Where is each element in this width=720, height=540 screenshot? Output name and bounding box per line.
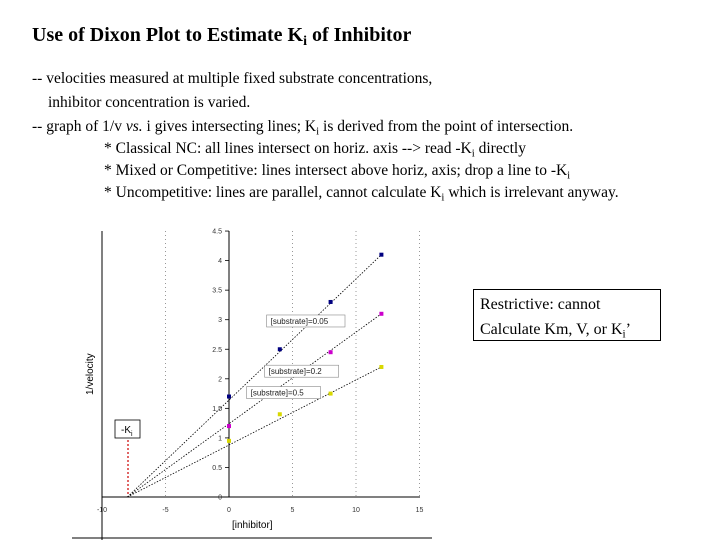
bullet3-subscript: i [441, 191, 445, 204]
y-tick-label: 1.5 [212, 405, 222, 413]
y-tick-label: 2.5 [212, 346, 222, 354]
x-axis-label: [inhibitor] [232, 520, 273, 531]
series-point [379, 312, 383, 316]
line3-subscript: i [316, 125, 320, 138]
restrictive-subscript: i [622, 328, 626, 341]
x-tick-label: 0 [227, 507, 231, 514]
y-tick-label: 1 [218, 435, 222, 443]
series-fit-line [127, 314, 381, 497]
series-point [379, 253, 383, 257]
x-tick-label: 5 [290, 507, 295, 514]
bullet2-subscript: i [567, 169, 571, 182]
title-subscript: i [303, 34, 307, 50]
series-point [329, 300, 333, 304]
x-tick-label: 15 [415, 507, 424, 514]
body-line-1: -- velocities measured at multiple fixed substrate concentrations, [32, 70, 433, 87]
y-tick-label: 0 [218, 494, 222, 502]
series-point [278, 412, 282, 416]
series-labels [247, 315, 345, 399]
series-point [227, 424, 231, 428]
x-tick-labels [97, 507, 424, 514]
y-tick-labels [212, 229, 229, 502]
y-tick-label: 4.5 [212, 228, 222, 236]
restrictive-line-2-text: Calculate Km, V, or K [480, 321, 623, 338]
series-point [329, 392, 333, 396]
y-tick-label: 0.5 [212, 464, 222, 472]
line3-vs: vs. [125, 118, 143, 135]
title-text-post: of Inhibitor [306, 24, 412, 46]
series-label: [substrate]=0.05 [270, 316, 329, 326]
restrictive-note-box [473, 289, 661, 341]
y-tick-label: 3.5 [212, 287, 222, 295]
title-text-pre: Use of Dixon Plot to Estimate K [32, 24, 304, 46]
y-tick-label: 2 [218, 376, 222, 384]
line3-part-b: i gives intersecting lines; K [142, 118, 317, 135]
line3-part-a: -- graph of 1/v [32, 118, 126, 135]
y-tick-label: 4 [218, 258, 222, 266]
restrictive-line-1: Restrictive: cannot [480, 296, 601, 313]
body-line-2: inhibitor concentration is varied. [48, 94, 251, 111]
series-point [227, 439, 231, 443]
line3-part-c: is derived from the point of intersection. [319, 118, 574, 135]
series-label: [substrate]=0.2 [268, 367, 322, 377]
bullet1-part-a: * Classical NC: all lines intersect on horiz. axis --> read -K [104, 140, 472, 157]
restrictive-line-2 [480, 317, 654, 347]
y-axis-label: 1/velocity [85, 353, 96, 395]
x-tick-label: 10 [352, 507, 360, 514]
dotted-gridlines [102, 228, 420, 497]
restrictive-line-2-end: ’ [625, 321, 631, 338]
y-tick-label: 3 [218, 317, 222, 325]
ki-label: $-K_i$ [121, 425, 133, 438]
series-point [227, 395, 231, 399]
bullet3-part-b: which is irrelevant anyway. [444, 184, 619, 201]
series-point [329, 350, 333, 354]
bullet1-part-b: directly [474, 140, 526, 157]
x-tick-label: -5 [162, 507, 169, 514]
x-tick-label: -10 [96, 507, 108, 514]
bullet1-subscript: i [471, 147, 475, 160]
bullet2-part-a: * Mixed or Competitive: lines intersect above horiz, axis; drop a line to -K [104, 162, 568, 179]
series-point [379, 365, 383, 369]
data-points [227, 253, 383, 443]
series-label: [substrate]=0.5 [250, 388, 304, 398]
series-point [278, 347, 282, 351]
bullet3-part-a: * Uncompetitive: lines are parallel, cannot calculate K [104, 184, 442, 201]
